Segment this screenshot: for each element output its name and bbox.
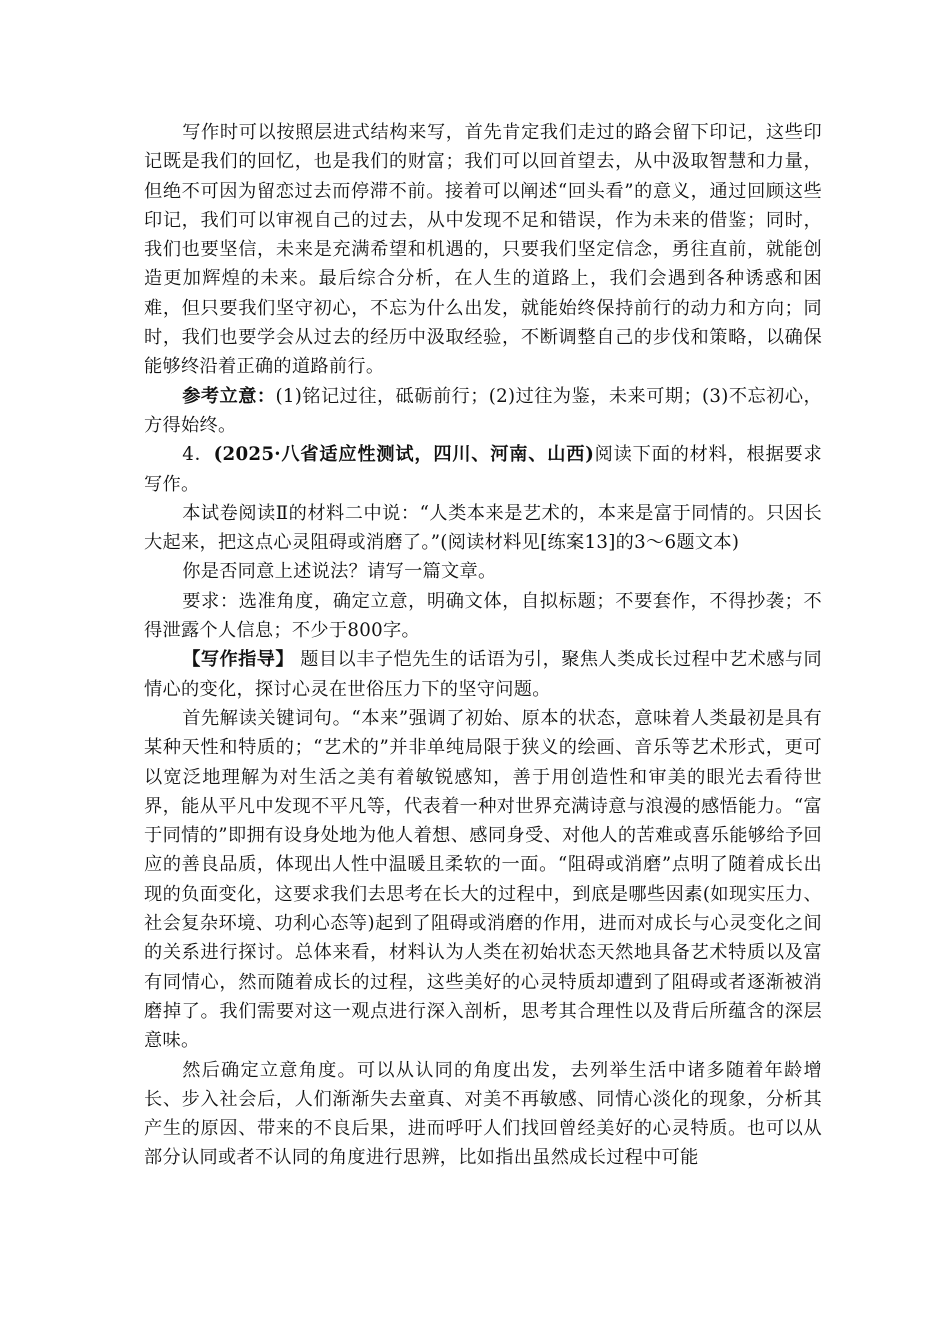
writing-guide-text: 题目以丰子恺先生的话语为引，聚焦人类成长过程中艺术感与同情心的变化，探讨心灵在世俗压力下的坚守问题。 <box>144 649 822 700</box>
paragraph-structure-guide: 写作时可以按照层进式结构来写，首先肯定我们走过的路会留下印记，这些印记既是我们的回忆，也是我们的财富；我们可以回首望去，从中汲取智慧和力量，但绝不可因为留恋过去而停滞不前。接着可以阐述“回头看”的意义，通过回顾这些印记，我们可以审视自己的过去，从中发现不足和错误，作为未来的借鉴；同时，我们也要坚信，未来是充满希望和机遇的，只要我们坚定信念，勇往直前，就能创造更加辉煌的未来。最后综合分析，在人生的道路上，我们会遇到各种诱惑和困难，但只要我们坚守初心，不忘为什么出发，就能始终保持前行的动力和方向；同时，我们也要学会从过去的经历中汲取经验，不断调整自己的步伐和策略，以确保能够终沿着正确的道路前行。 <box>144 122 822 378</box>
paragraph-keyword-analysis: 首先解读关键词句。“本来”强调了初始、原本的状态，意味着人类最初是具有某种天性和特质的；“艺术的”并非单纯局限于狭义的绘画、音乐等艺术形式，更可以宽泛地理解为对生活之美有着敏锐感知，善于用创造性和审美的眼光去看待世界，能从平凡中发现不平凡等，代表着一种对世界充满诗意与浪漫的感悟能力。“富于同情的”即拥有设身处地为他人着想、感同身受、对他人的苦难或喜乐能够给予回应的善良品质，体现出人性中温暖且柔软的一面。“阻碍或消磨”点明了随着成长出现的负面变化，这要求我们去思考在长大的过程中，到底是哪些因素(如现实压力、社会复杂环境、功利心态等)起到了阻碍或消磨的作用，进而对成长与心灵变化之间的关系进行探讨。总体来看，材料认为人类在初始状态天然地具备艺术特质以及富有同情心，然而随着成长的过程，这些美好的心灵特质却遭到了阻碍或者逐渐被消磨掉了。我们需要对这一观点进行深入剖析，思考其合理性以及背后所蕴含的深层意味。 <box>144 707 822 1052</box>
writing-guide-label: 【写作指导】 <box>182 649 295 671</box>
question-instruction: 阅读下面的材料，根据要求写作。 <box>144 444 822 495</box>
paragraph-reference-theme <box>144 382 822 441</box>
paragraph-question-4 <box>144 440 822 499</box>
question-source: (2025·八省适应性测试，四川、河南、山西) <box>213 444 595 466</box>
reference-theme-label: 参考立意： <box>182 385 276 407</box>
document-body <box>144 118 822 1173</box>
reference-theme-text: (1)铭记过往，砥砺前行；(2)过往为鉴，未来可期；(3)不忘初心，方得始终。 <box>144 385 822 436</box>
paragraph-writing-guide <box>144 645 822 704</box>
paragraph-material-quote: 本试卷阅读Ⅱ的材料二中说：“人类本来是艺术的，本来是富于同情的。只因长大起来，把这点心灵阻碍或消磨了。”(阅读材料见[练案13]的3～6题文本) <box>144 502 822 554</box>
paragraph-theme-angle: 然后确定立意角度。可以从认同的角度出发，去列举生活中诸多随着年龄增长、步入社会后，人们渐渐失去童真、对美不再敏感、同情心淡化的现象，分析其产生的原因、带来的不良后果，进而呼吁人们找回曾经美好的心灵特质。也可以从部分认同或者不认同的角度进行思辨，比如指出虽然成长过程中可能 <box>144 1059 822 1169</box>
paragraph-requirements: 要求：选准角度，确定立意，明确文体，自拟标题；不要套作，不得抄袭；不得泄露个人信息；不少于800字。 <box>144 590 822 642</box>
question-number: 4． <box>182 444 214 466</box>
paragraph-prompt: 你是否同意上述说法？请写一篇文章。 <box>182 561 497 583</box>
